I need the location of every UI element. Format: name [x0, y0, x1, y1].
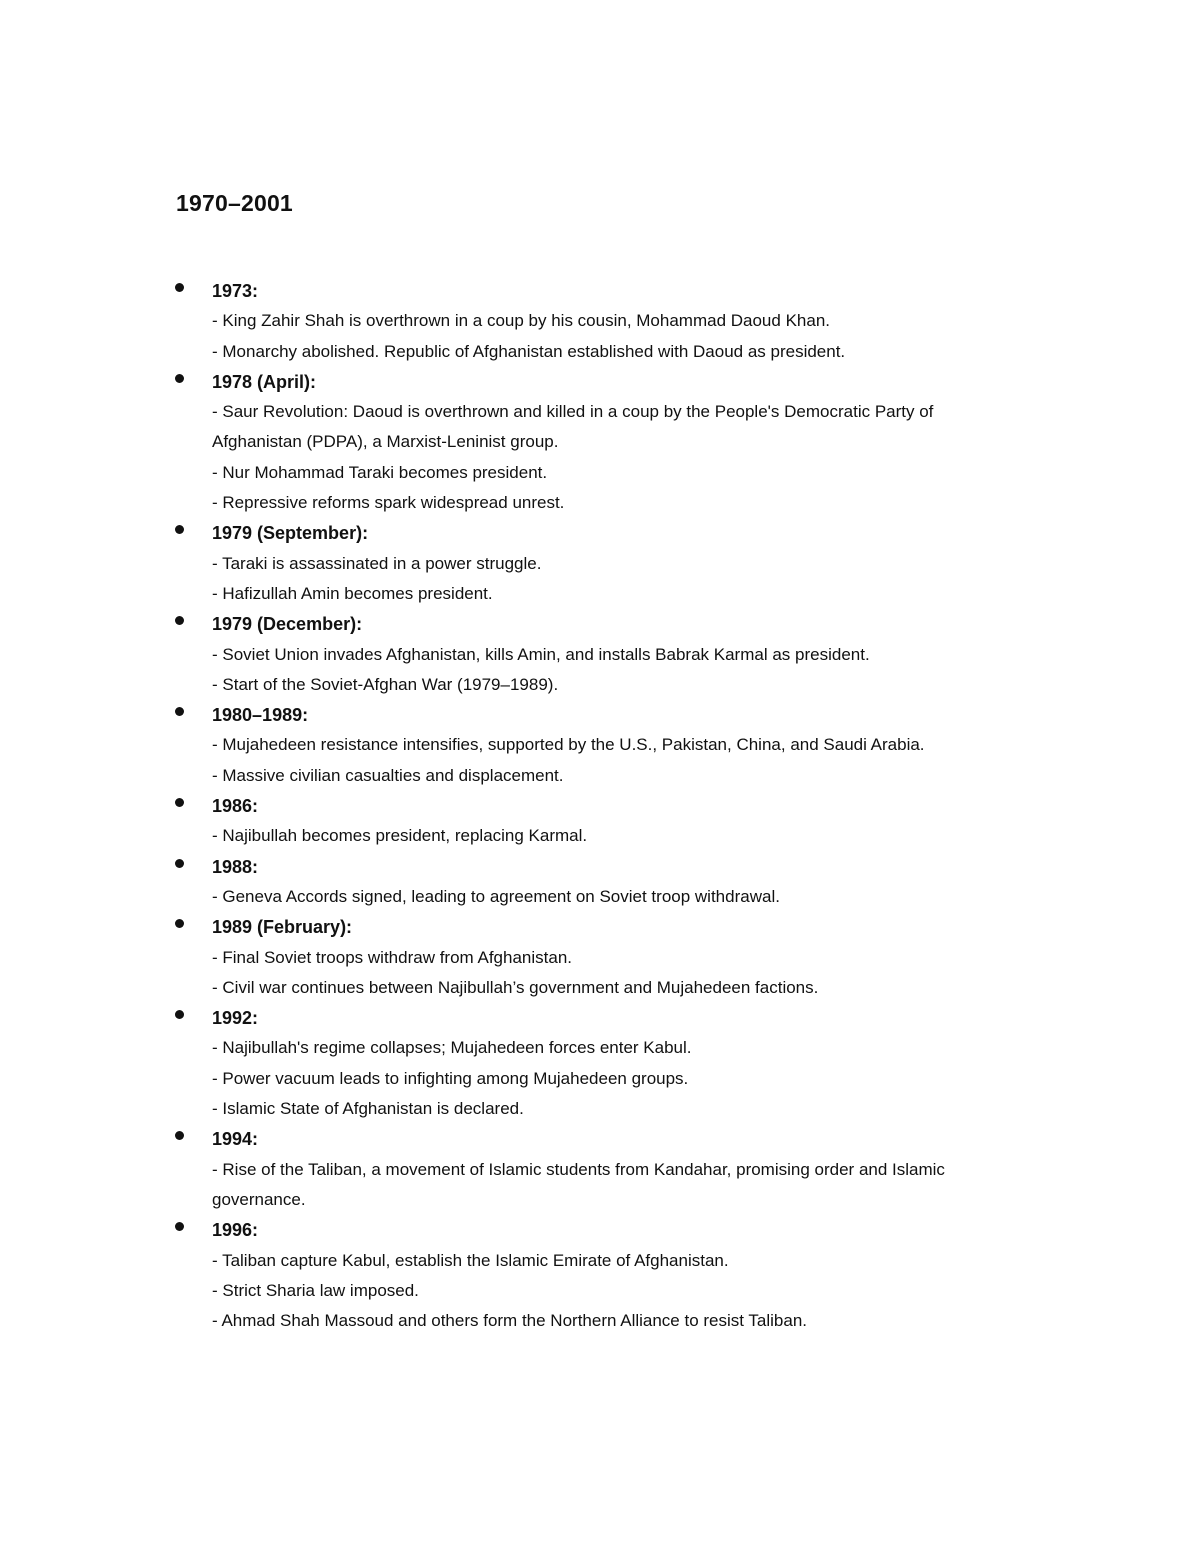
bullet-dot-icon: [175, 859, 184, 868]
entry-details: [212, 1246, 1012, 1337]
timeline-entry: [0, 1215, 1200, 1336]
entry-detail-line: - Rise of the Taliban, a movement of Islamic students from Kandahar, promising order and Islamic governance.: [212, 1159, 945, 1209]
entry-details: [212, 943, 1012, 1004]
entry-detail-line: - Civil war continues between Najibullah’s government and Mujahedeen factions.: [212, 977, 819, 997]
timeline-entry: [0, 912, 1200, 1003]
entry-detail-line: - Saur Revolution: Daoud is overthrown and killed in a coup by the People's Democratic Party of Afghanistan (PDPA), a Marxist-Leninist group.: [212, 402, 934, 452]
entry-date: 1980–1989:: [212, 705, 309, 726]
bullet-dot-icon: [175, 1131, 184, 1140]
entry-details: [212, 306, 1012, 367]
entry-date: 1986:: [212, 796, 259, 817]
bullet-dot-icon: [175, 1010, 184, 1019]
entry-detail-line: - Taliban capture Kabul, establish the Islamic Emirate of Afghanistan.: [212, 1250, 729, 1270]
entry-detail-line: - Massive civilian casualties and displacement.: [212, 765, 564, 785]
entry-details: [212, 1155, 1012, 1216]
entry-details: [212, 640, 1012, 701]
bullet-dot-icon: [175, 707, 184, 716]
timeline-entry: [0, 276, 1200, 367]
timeline-entry: [0, 1003, 1200, 1124]
entry-date: 1978 (April):: [212, 371, 317, 392]
entry-detail-line: - Geneva Accords signed, leading to agreement on Soviet troop withdrawal.: [212, 886, 780, 906]
entry-details: [212, 882, 1012, 912]
entry-details: [212, 549, 1012, 610]
entry-details: [212, 730, 1012, 791]
entry-detail-line: - Start of the Soviet-Afghan War (1979–1989).: [212, 674, 559, 694]
entry-detail-line: - Najibullah becomes president, replacing Karmal.: [212, 826, 588, 846]
entry-details: [212, 821, 1012, 851]
entry-detail-line: - Nur Mohammad Taraki becomes president.: [212, 462, 548, 482]
entry-date: 1989 (February):: [212, 917, 353, 938]
entry-detail-line: - Mujahedeen resistance intensifies, supported by the U.S., Pakistan, China, and Saudi Arabia.: [212, 735, 925, 755]
entry-date: 1973:: [212, 281, 259, 301]
entry-detail-line: - Ahmad Shah Massoud and others form the Northern Alliance to resist Taliban.: [212, 1311, 808, 1331]
entry-detail-line: - Najibullah's regime collapses; Mujahedeen forces enter Kabul.: [212, 1038, 692, 1058]
entry-details: [212, 397, 1012, 518]
entry-date: 1994:: [212, 1129, 259, 1150]
entry-detail-line: - Taraki is assassinated in a power struggle.: [212, 553, 542, 573]
entry-detail-line: - Soviet Union invades Afghanistan, kills Amin, and installs Babrak Karmal as president.: [212, 644, 870, 664]
timeline-entry: [0, 1124, 1200, 1215]
entry-date: 1979 (September):: [212, 523, 369, 544]
bullet-dot-icon: [175, 1222, 184, 1231]
bullet-dot-icon: [175, 919, 184, 928]
bullet-dot-icon: [175, 798, 184, 807]
timeline-entry: [0, 700, 1200, 791]
entry-date: 1979 (December):: [212, 614, 363, 635]
entry-detail-line: - King Zahir Shah is overthrown in a coup by his cousin, Mohammad Daoud Khan.: [212, 311, 830, 331]
entry-detail-line: - Strict Sharia law imposed.: [212, 1280, 419, 1300]
timeline-entry: [0, 518, 1200, 609]
document-title: 1970–2001: [176, 190, 293, 216]
timeline-entry: [0, 367, 1200, 518]
entry-detail-line: - Repressive reforms spark widespread unrest.: [212, 493, 565, 513]
entry-detail-line: - Hafizullah Amin becomes president.: [212, 583, 493, 603]
bullet-dot-icon: [175, 525, 184, 534]
entry-detail-line: - Power vacuum leads to infighting among Mujahedeen groups.: [212, 1068, 689, 1088]
entry-detail-line: - Final Soviet troops withdraw from Afghanistan.: [212, 947, 572, 967]
entry-details: [212, 1033, 1012, 1124]
timeline-list: [0, 276, 1200, 1336]
timeline-entry: [0, 852, 1200, 913]
bullet-dot-icon: [175, 616, 184, 625]
entry-date: 1988:: [212, 856, 259, 877]
entry-date: 1992:: [212, 1008, 259, 1029]
entry-detail-line: - Islamic State of Afghanistan is declared.: [212, 1099, 524, 1119]
bullet-dot-icon: [175, 374, 184, 383]
entry-detail-line: - Monarchy abolished. Republic of Afghanistan established with Daoud as president.: [212, 341, 846, 361]
timeline-entry: [0, 791, 1200, 852]
bullet-dot-icon: [175, 283, 184, 292]
entry-date: 1996:: [212, 1220, 259, 1241]
timeline-entry: [0, 609, 1200, 700]
